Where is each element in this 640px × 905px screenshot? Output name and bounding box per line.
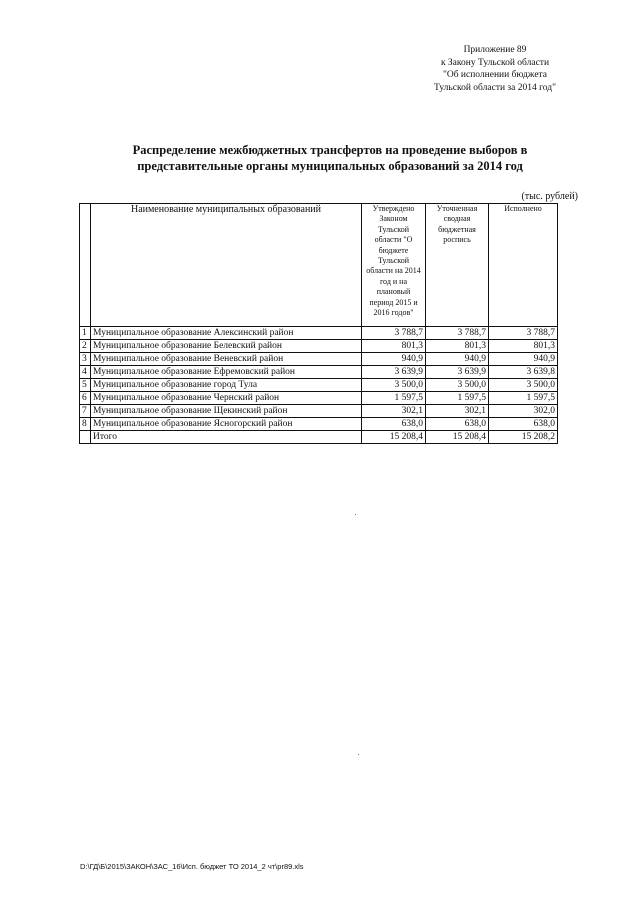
- document-title: [100, 142, 560, 174]
- file-path-footer: D:\ГД\Б\2015\ЗАКОН\ЗАС_16\Исп. бюджет ТО 2014_2 чт\pr89.xls: [80, 862, 304, 871]
- row-name: Муниципальное образование город Тула: [91, 379, 362, 392]
- table-row: [80, 327, 558, 340]
- row-name: Муниципальное образование Белевский район: [91, 340, 362, 353]
- total-refined: 15 208,4: [426, 431, 489, 444]
- title-line-2: представительные органы муниципальных образований за 2014 год: [137, 159, 523, 173]
- row-name: Муниципальное образование Ефремовский район: [91, 366, 362, 379]
- row-name: Муниципальное образование Ясногорский район: [91, 418, 362, 431]
- row-approved: 638,0: [362, 418, 426, 431]
- table-row: [80, 379, 558, 392]
- row-executed: 3 500,0: [489, 379, 558, 392]
- table-header-row: [80, 204, 558, 327]
- row-index: 2: [80, 340, 91, 353]
- row-refined: 3 500,0: [426, 379, 489, 392]
- row-refined: 302,1: [426, 405, 489, 418]
- row-approved: 801,3: [362, 340, 426, 353]
- table-row: [80, 392, 558, 405]
- table-row: [80, 353, 558, 366]
- appendix-line-4: Тульской области за 2014 год": [434, 82, 556, 93]
- row-executed: 3 788,7: [489, 327, 558, 340]
- row-executed: 3 639,8: [489, 366, 558, 379]
- title-line-1: Распределение межбюджетных трансфертов на проведение выборов в: [132, 143, 528, 157]
- table-row: [80, 366, 558, 379]
- row-approved: 1 597,5: [362, 392, 426, 405]
- row-refined: 3 788,7: [426, 327, 489, 340]
- row-index: 8: [80, 418, 91, 431]
- row-index: 7: [80, 405, 91, 418]
- scan-speck: [355, 514, 356, 515]
- header-executed: Исполнено: [489, 204, 558, 327]
- header-index: [80, 204, 91, 327]
- row-approved: 3 788,7: [362, 327, 426, 340]
- row-index: 3: [80, 353, 91, 366]
- row-executed: 302,0: [489, 405, 558, 418]
- total-approved: 15 208,4: [362, 431, 426, 444]
- header-name: Наименование муниципальных образований: [91, 204, 362, 327]
- scan-speck: [358, 754, 359, 755]
- row-refined: 1 597,5: [426, 392, 489, 405]
- header-approved: Утверждено Законом Тульской области "О бюджете Тульской области на 2014 год и на плановый период 2015 и 2016 годов": [362, 204, 426, 327]
- row-index: 6: [80, 392, 91, 405]
- header-refined: Уточненная сводная бюджетная роспись: [426, 204, 489, 327]
- row-name: Муниципальное образование Алексинский район: [91, 327, 362, 340]
- table-row: [80, 405, 558, 418]
- row-index: 1: [80, 327, 91, 340]
- units-label: (тыс. рублей): [521, 191, 578, 202]
- row-name: Муниципальное образование Щекинский район: [91, 405, 362, 418]
- appendix-line-3: "Об исполнении бюджета: [442, 70, 548, 80]
- row-refined: 638,0: [426, 418, 489, 431]
- appendix-line-2: к Закону Тульской области: [440, 57, 550, 68]
- table-total-row: [80, 431, 558, 444]
- row-refined: 3 639,9: [426, 366, 489, 379]
- appendix-note: [400, 44, 590, 94]
- row-refined: 801,3: [426, 340, 489, 353]
- row-approved: 3 500,0: [362, 379, 426, 392]
- total-label: Итого: [91, 431, 362, 444]
- total-executed: 15 208,2: [489, 431, 558, 444]
- appendix-line-1: Приложение 89: [463, 45, 527, 55]
- row-approved: 940,9: [362, 353, 426, 366]
- row-approved: 302,1: [362, 405, 426, 418]
- row-executed: 940,9: [489, 353, 558, 366]
- total-index: [80, 431, 91, 444]
- row-executed: 638,0: [489, 418, 558, 431]
- row-executed: 801,3: [489, 340, 558, 353]
- row-refined: 940,9: [426, 353, 489, 366]
- transfers-table: [79, 203, 558, 444]
- table-row: [80, 418, 558, 431]
- row-index: 4: [80, 366, 91, 379]
- row-approved: 3 639,9: [362, 366, 426, 379]
- row-name: Муниципальное образование Веневский район: [91, 353, 362, 366]
- row-executed: 1 597,5: [489, 392, 558, 405]
- row-index: 5: [80, 379, 91, 392]
- row-name: Муниципальное образование Чернский район: [91, 392, 362, 405]
- table-row: [80, 340, 558, 353]
